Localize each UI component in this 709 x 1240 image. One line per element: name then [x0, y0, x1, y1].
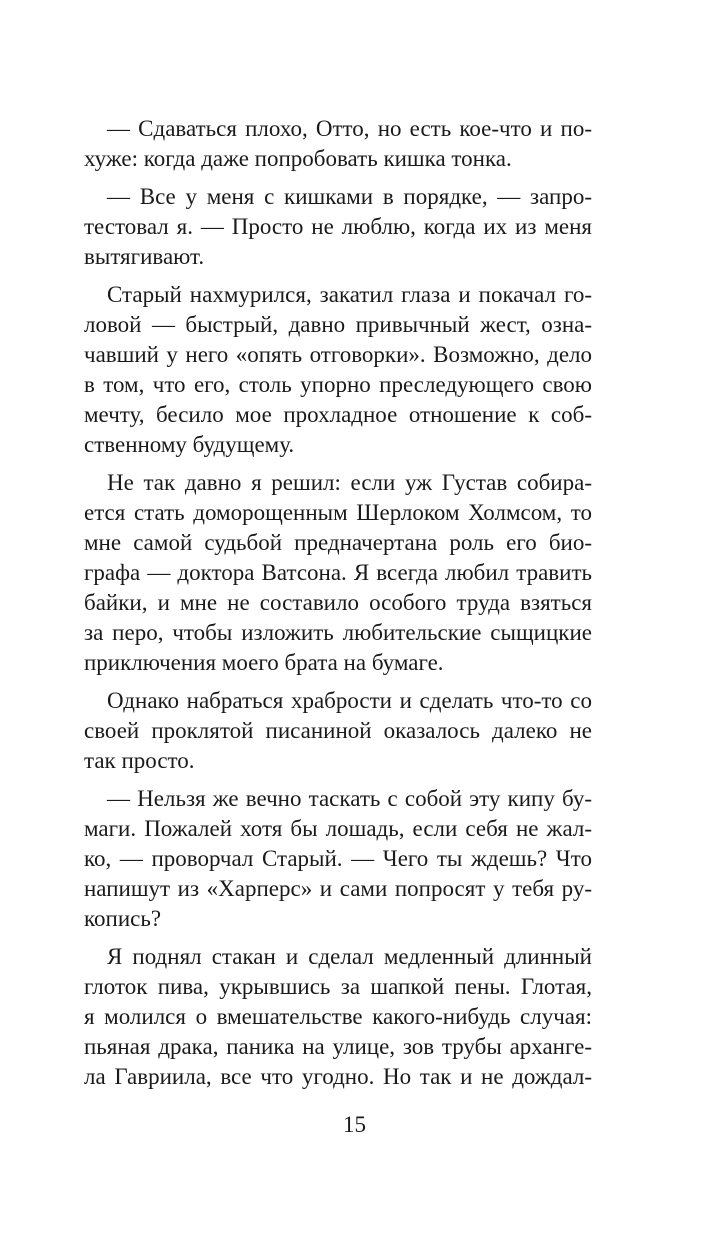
text-line: хуже: когда даже попробовать кишка тонка. — [84, 146, 512, 171]
text-line: так просто. — [84, 748, 195, 773]
text-line: маги. Пожалей хотя бы лошадь, если себя не жал- — [84, 816, 592, 841]
text-line: приключения моего брата на бумаге. — [84, 650, 444, 675]
text-line: своей проклятой писаниной оказалось далеко не — [84, 718, 592, 743]
text-line: глоток пива, укрывшись за шапкой пены. Глотая, — [84, 974, 592, 999]
text-line: пьяная драка, паника на улице, зов трубы арханге- — [84, 1034, 592, 1059]
text-line: вытягивают. — [84, 244, 205, 269]
text-line: Старый нахмурился, закатил глаза и покачал го- — [107, 282, 592, 307]
text-line: графа — доктора Ватсона. Я всегда любил травить — [84, 560, 592, 585]
page-number: 15 — [343, 1112, 366, 1137]
text-line: Не так давно я решил: если уж Густав собира- — [107, 470, 592, 495]
paragraph-4 — [84, 468, 592, 678]
paragraph-3 — [84, 280, 592, 460]
paragraph-5 — [84, 686, 592, 776]
text-line: ственному будущему. — [84, 432, 295, 457]
text-line: напишут из «Харперс» и сами попросят у тебя ру- — [84, 876, 592, 901]
paragraph-2 — [84, 182, 592, 272]
body-text — [84, 114, 592, 1092]
text-line: ла Гавриила, все что угодно. Но так и не дождал- — [84, 1064, 592, 1089]
text-line: — Все у меня с кишками в порядке, — запро- — [107, 184, 592, 209]
text-line: копись? — [84, 906, 162, 931]
text-line: — Сдаваться плохо, Отто, но есть кое-что и по- — [107, 116, 592, 141]
text-line: ется стать доморощенным Шерлоком Холмсом, то — [84, 500, 592, 525]
text-line: в том, что его, столь упорно преследующего свою — [84, 372, 592, 397]
paragraph-7 — [84, 942, 592, 1092]
text-line: байки, и мне не составило особого труда взяться — [84, 590, 592, 615]
text-line: Однако набраться храбрости и сделать что-то со — [107, 688, 592, 713]
text-line: ловой — быстрый, давно привычный жест, озна- — [84, 312, 592, 337]
text-line: чавший у него «опять отговорки». Возможно, дело — [84, 342, 592, 367]
text-line: тестовал я. — Просто не люблю, когда их из меня — [84, 214, 592, 239]
paragraph-6 — [84, 784, 592, 934]
text-line: Я поднял стакан и сделал медленный длинный — [107, 944, 592, 969]
text-line: мне самой судьбой предначертана роль его био- — [84, 530, 592, 555]
text-line: мечту, бесило мое прохладное отношение к соб- — [84, 402, 592, 427]
text-line: за перо, чтобы изложить любительские сыщицкие — [84, 620, 592, 645]
text-line: ко, — проворчал Старый. — Чего ты ждешь? Что — [84, 846, 592, 871]
text-line: — Нельзя же вечно таскать с собой эту кипу бу- — [107, 786, 592, 811]
text-line: я молился о вмешательстве какого-нибудь случая: — [84, 1004, 592, 1029]
paragraph-1 — [84, 114, 592, 174]
